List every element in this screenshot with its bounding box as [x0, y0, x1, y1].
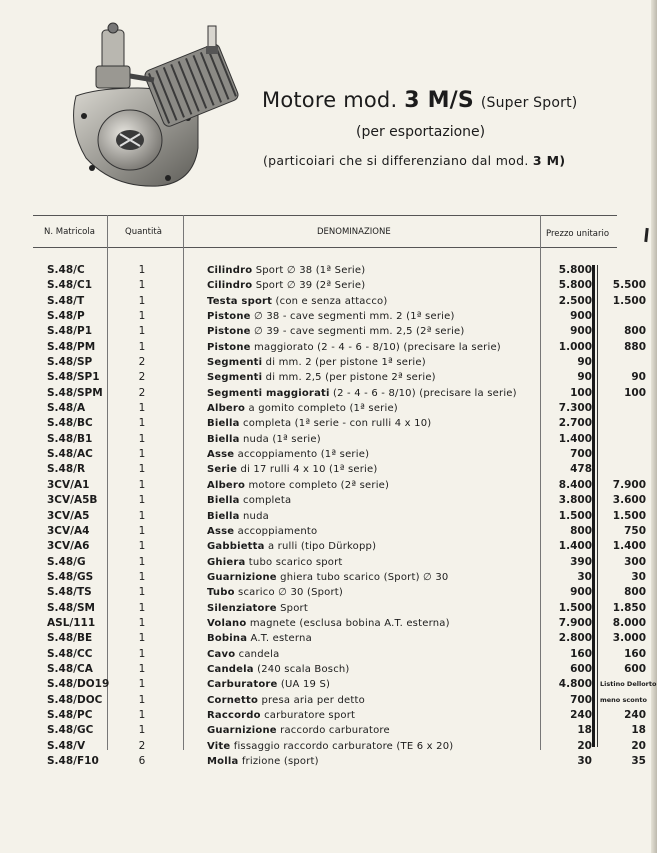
part-name: Asse	[207, 525, 235, 537]
part-description	[207, 340, 501, 355]
unit-price: 5.800	[558, 279, 592, 292]
unit-price: 478	[570, 463, 592, 476]
handwritten-price: 35	[631, 755, 646, 767]
table-row	[0, 493, 657, 508]
part-name: Cornetto	[207, 694, 259, 706]
title-tag: (Super Sport)	[480, 95, 578, 111]
table-row	[0, 754, 657, 769]
table-row	[0, 723, 657, 738]
column-header-price: Prezzo unitario	[546, 229, 610, 239]
part-description	[207, 647, 279, 662]
part-description	[207, 493, 291, 508]
table-header-rule	[33, 247, 617, 248]
part-name: Candela	[207, 663, 254, 675]
part-detail: accoppiamento (1ª serie)	[234, 449, 370, 461]
part-quantity: 1	[138, 540, 146, 553]
table-row	[0, 555, 657, 570]
unit-price: 7.300	[558, 402, 592, 415]
part-code: S.48/R	[47, 463, 86, 476]
unit-price: 900	[570, 586, 592, 599]
part-quantity: 1	[138, 586, 146, 599]
unit-price: 900	[570, 310, 592, 323]
part-description	[207, 539, 376, 554]
part-name: Cilindro	[207, 265, 253, 276]
part-name: Carburatore	[207, 679, 278, 691]
unit-price: 7.900	[558, 616, 592, 629]
part-detail: maggiorato (2 - 4 - 6 - 8/10) (precisare la serie)	[250, 341, 501, 353]
part-name: Pistone	[207, 311, 251, 323]
part-quantity: 1	[138, 264, 146, 276]
part-detail: Sport ∅ 39 (2ª Serie)	[252, 280, 366, 292]
part-name: Guarnizione	[207, 725, 277, 737]
table-row	[0, 447, 657, 462]
part-detail: A.T. esterna	[247, 633, 312, 645]
part-detail: motore completo (2ª serie)	[245, 479, 390, 491]
part-detail: ∅ 39 - cave segmenti mm. 2,5 (2ª serie)	[250, 326, 465, 338]
part-quantity: 1	[138, 632, 146, 645]
part-name: Molla	[207, 756, 239, 767]
part-description	[207, 509, 269, 524]
part-detail: accoppiamento	[234, 525, 318, 537]
table-row	[0, 478, 657, 493]
part-name: Silenziatore	[207, 602, 277, 614]
part-description	[207, 416, 431, 431]
part-description	[207, 754, 319, 769]
part-description	[207, 386, 517, 401]
part-quantity: 1	[138, 524, 146, 537]
table-row	[0, 355, 657, 370]
part-detail: tubo scarico sport	[245, 556, 343, 568]
part-quantity: 1	[138, 448, 146, 461]
part-description	[207, 601, 308, 616]
part-detail: fissaggio raccordo carburatore (TE 6 x 20)	[230, 740, 454, 752]
part-quantity: 1	[138, 310, 146, 323]
part-name: Guarnizione	[207, 571, 277, 583]
table-row	[0, 708, 657, 723]
handwritten-price: 1.850	[612, 601, 646, 614]
title-prefix: Motore mod.	[262, 88, 398, 112]
part-name: Raccordo	[207, 709, 261, 721]
unit-price: 90	[577, 371, 592, 384]
part-description	[207, 616, 450, 631]
part-code: S.48/BE	[47, 632, 93, 645]
part-quantity: 1	[138, 325, 146, 338]
part-quantity: 1	[138, 570, 146, 583]
part-code: S.48/V	[47, 739, 86, 752]
unit-price: 8.400	[558, 478, 592, 491]
part-quantity: 1	[138, 478, 146, 491]
part-description	[207, 631, 312, 646]
part-description	[207, 677, 330, 692]
parts-table	[0, 263, 657, 769]
part-name: Pistone	[207, 326, 251, 338]
unit-price: 160	[570, 647, 592, 660]
part-code: 3CV/A4	[47, 524, 90, 537]
part-name: Biella	[207, 433, 240, 445]
note-model: 3 M	[532, 153, 560, 168]
table-row	[0, 693, 657, 708]
unit-price: 1.000	[558, 340, 592, 353]
handwritten-price: 750	[624, 524, 646, 537]
unit-price: 3.800	[558, 494, 592, 507]
part-description	[207, 447, 369, 462]
part-description	[207, 324, 465, 339]
part-name: Gabbietta	[207, 541, 265, 553]
part-quantity: 1	[138, 662, 146, 675]
table-row	[0, 662, 657, 677]
part-quantity: 1	[138, 678, 146, 691]
part-description	[207, 355, 426, 370]
part-name: Vite	[207, 740, 231, 752]
part-detail: Sport	[276, 602, 308, 614]
part-name: Pistone	[207, 341, 251, 353]
part-quantity: 2	[138, 386, 146, 399]
engine-illustration	[58, 18, 258, 198]
part-name: Testa sport	[207, 295, 273, 307]
column-header-desc: DENOMINAZIONE	[317, 227, 391, 237]
part-description	[207, 263, 365, 278]
part-detail: (con e senza attacco)	[272, 295, 388, 307]
part-detail: di mm. 2,5 (per pistone 2ª serie)	[262, 372, 436, 384]
unit-price: 1.400	[558, 540, 592, 553]
table-row	[0, 677, 657, 692]
part-code: S.48/SPM	[47, 386, 103, 399]
table-row	[0, 631, 657, 646]
unit-price: 18	[577, 724, 592, 737]
unit-price: 900	[570, 325, 592, 338]
part-name: Segmenti	[207, 357, 263, 369]
handwritten-price: 240	[624, 708, 646, 721]
part-name: Albero	[207, 479, 246, 491]
title-model: 3 M/S	[404, 88, 474, 113]
table-row	[0, 539, 657, 554]
unit-price: 700	[570, 448, 592, 461]
part-detail: scarico ∅ 30 (Sport)	[234, 587, 344, 599]
part-quantity: 1	[138, 432, 146, 445]
part-detail: nuda (1ª serie)	[239, 433, 321, 445]
part-name: Ghiera	[207, 556, 246, 568]
part-description	[207, 524, 317, 539]
part-description	[207, 693, 365, 708]
handwritten-price: 8.000	[612, 616, 646, 629]
part-code: S.48/SM	[47, 601, 96, 614]
part-code: 3CV/A6	[47, 540, 90, 553]
part-detail: raccordo carburatore	[276, 725, 390, 737]
part-code: S.48/C1	[47, 279, 93, 292]
handwritten-price: meno sconto	[600, 695, 647, 704]
column-header-code: N. Matricola	[44, 227, 95, 237]
handwritten-price: 300	[624, 555, 646, 568]
part-description	[207, 462, 378, 477]
handwritten-price: 100	[624, 386, 646, 399]
unit-price: 90	[577, 356, 592, 369]
part-name: Serie	[207, 464, 238, 476]
part-detail: ghiera tubo scarico (Sport) ∅ 30	[276, 571, 449, 583]
part-code: ASL/111	[47, 616, 96, 629]
handwritten-price: 7.900	[612, 478, 646, 491]
unit-price: 700	[570, 693, 592, 706]
part-code: 3CV/A5B	[47, 494, 98, 507]
part-code: S.48/SP	[47, 356, 93, 369]
part-detail: presa aria per detto	[258, 694, 365, 706]
part-code: S.48/CA	[47, 662, 93, 675]
table-row	[0, 401, 657, 416]
part-code: S.48/F10	[47, 755, 99, 767]
unit-price: 1.400	[558, 432, 592, 445]
handwritten-price: 3.600	[612, 494, 646, 507]
part-code: 3CV/A5	[47, 509, 90, 522]
unit-price: 390	[570, 555, 592, 568]
part-description	[207, 278, 365, 293]
part-description	[207, 370, 436, 385]
part-name: Volano	[207, 617, 247, 629]
unit-price: 5.800	[558, 264, 592, 276]
part-code: S.48/GS	[47, 570, 94, 583]
part-detail: completa (1ª serie - con rulli 4 x 10)	[239, 418, 432, 430]
part-code: S.48/PC	[47, 708, 93, 721]
part-quantity: 1	[138, 294, 146, 307]
handwritten-price: Listino Dellorto	[600, 680, 657, 689]
part-code: S.48/T	[47, 294, 85, 307]
part-quantity: 2	[138, 739, 146, 752]
table-row	[0, 263, 657, 278]
handwritten-price: 3.000	[612, 632, 646, 645]
part-name: Cavo	[207, 648, 236, 660]
column-header-qty: Quantità	[125, 227, 162, 237]
part-quantity: 1	[138, 601, 146, 614]
unit-price: 240	[570, 708, 592, 721]
unit-price: 2.700	[558, 417, 592, 430]
note-close: )	[559, 153, 566, 168]
part-quantity: 6	[138, 755, 146, 767]
part-name: Biella	[207, 510, 240, 522]
part-quantity: 2	[138, 371, 146, 384]
unit-price: 1.500	[558, 601, 592, 614]
part-description	[207, 294, 387, 309]
part-detail: di 17 rulli 4 x 10 (1ª serie)	[237, 464, 378, 476]
unit-price: 30	[577, 570, 592, 583]
handwritten-price: 880	[624, 340, 646, 353]
handwritten-price: 20	[631, 739, 646, 752]
table-row	[0, 462, 657, 477]
table-row	[0, 324, 657, 339]
part-name: Tubo	[207, 587, 235, 599]
unit-price: 1.500	[558, 509, 592, 522]
part-detail: magnete (esclusa bobina A.T. esterna)	[246, 617, 450, 629]
part-code: S.48/PM	[47, 340, 96, 353]
unit-price: 800	[570, 524, 592, 537]
table-row	[0, 340, 657, 355]
pen-mark	[644, 228, 648, 242]
part-quantity: 1	[138, 417, 146, 430]
handwritten-price: 5.500	[612, 279, 646, 292]
part-quantity: 1	[138, 494, 146, 507]
note-text: (particoiari che si differenziano dal mod.	[263, 153, 529, 168]
part-description	[207, 555, 343, 570]
unit-price: 100	[570, 386, 592, 399]
part-description	[207, 432, 321, 447]
part-detail: a rulli (tipo Dürkopp)	[264, 541, 377, 553]
part-quantity: 1	[138, 708, 146, 721]
part-code: S.48/P	[47, 310, 85, 323]
table-row	[0, 432, 657, 447]
handwritten-price: 1.500	[612, 294, 646, 307]
part-code: S.48/SP1	[47, 371, 100, 384]
unit-price: 600	[570, 662, 592, 675]
part-description	[207, 739, 453, 754]
part-quantity: 1	[138, 647, 146, 660]
part-name: Bobina	[207, 633, 248, 645]
handwritten-price: 18	[631, 724, 646, 737]
part-name: Biella	[207, 495, 240, 507]
handwritten-price: 1.500	[612, 509, 646, 522]
part-code: S.48/AC	[47, 448, 93, 461]
part-detail: (UA 19 S)	[277, 679, 331, 691]
part-code: S.48/CC	[47, 647, 93, 660]
part-quantity: 1	[138, 340, 146, 353]
handwritten-price: 800	[624, 586, 646, 599]
part-quantity: 1	[138, 724, 146, 737]
part-name: Asse	[207, 449, 235, 461]
table-row	[0, 647, 657, 662]
part-name: Segmenti	[207, 372, 263, 384]
part-name: Cilindro	[207, 280, 253, 292]
part-quantity: 2	[138, 356, 146, 369]
part-detail: a gomito completo (1ª serie)	[245, 403, 398, 415]
part-detail: di mm. 2 (per pistone 1ª serie)	[262, 357, 426, 369]
part-quantity: 1	[138, 555, 146, 568]
unit-price: 4.800	[558, 678, 592, 691]
part-name: Biella	[207, 418, 240, 430]
unit-price: 20	[577, 739, 592, 752]
table-row	[0, 370, 657, 385]
part-detail: carburatore sport	[260, 709, 356, 721]
part-quantity: 1	[138, 279, 146, 292]
part-description	[207, 723, 390, 738]
page-title	[262, 88, 577, 113]
part-quantity: 1	[138, 509, 146, 522]
part-code: 3CV/A1	[47, 478, 90, 491]
handwritten-price: 90	[631, 371, 646, 384]
handwritten-price: 1.400	[612, 540, 646, 553]
part-detail: nuda	[239, 510, 269, 522]
table-row	[0, 601, 657, 616]
handwritten-price: 30	[631, 570, 646, 583]
table-row	[0, 278, 657, 293]
part-code: S.48/B1	[47, 432, 93, 445]
part-code: S.48/C	[47, 264, 85, 276]
part-description	[207, 708, 355, 723]
table-row	[0, 524, 657, 539]
part-detail: ∅ 38 - cave segmenti mm. 2 (1ª serie)	[250, 311, 455, 323]
table-row	[0, 294, 657, 309]
part-quantity: 1	[138, 693, 146, 706]
table-top-rule	[33, 215, 617, 216]
part-detail: candela	[235, 648, 280, 660]
unit-price: 2.800	[558, 632, 592, 645]
part-code: S.48/DO19	[47, 678, 110, 691]
page-subtitle: (per esportazione)	[356, 124, 486, 140]
part-quantity: 1	[138, 616, 146, 629]
part-detail: Sport ∅ 38 (1ª Serie)	[252, 265, 366, 276]
part-description	[207, 662, 350, 677]
unit-price: 30	[577, 755, 592, 767]
part-description	[207, 585, 343, 600]
unit-price: 2.500	[558, 294, 592, 307]
part-description	[207, 478, 389, 493]
page-note	[263, 153, 565, 168]
part-description	[207, 401, 398, 416]
part-name: Albero	[207, 403, 246, 415]
part-code: S.48/TS	[47, 586, 92, 599]
part-detail: (2 - 4 - 6 - 8/10) (precisare la serie)	[329, 387, 517, 399]
table-row	[0, 309, 657, 324]
table-row	[0, 739, 657, 754]
table-row	[0, 585, 657, 600]
part-code: S.48/DOC	[47, 693, 103, 706]
table-row	[0, 616, 657, 631]
part-detail: completa	[239, 495, 292, 507]
part-code: S.48/G	[47, 555, 86, 568]
table-row	[0, 416, 657, 431]
table-row	[0, 570, 657, 585]
table-row	[0, 509, 657, 524]
table-row	[0, 386, 657, 401]
handwritten-price: 800	[624, 325, 646, 338]
part-detail: (240 scala Bosch)	[253, 663, 350, 675]
part-quantity: 1	[138, 402, 146, 415]
part-code: S.48/BC	[47, 417, 93, 430]
part-description	[207, 570, 448, 585]
part-quantity: 1	[138, 463, 146, 476]
part-code: S.48/P1	[47, 325, 92, 338]
handwritten-price: 600	[624, 662, 646, 675]
part-name: Segmenti maggiorati	[207, 387, 330, 399]
handwritten-price: 160	[624, 647, 646, 660]
part-detail: frizione (sport)	[238, 756, 319, 767]
part-code: S.48/A	[47, 402, 86, 415]
part-description	[207, 309, 455, 324]
part-code: S.48/GC	[47, 724, 94, 737]
